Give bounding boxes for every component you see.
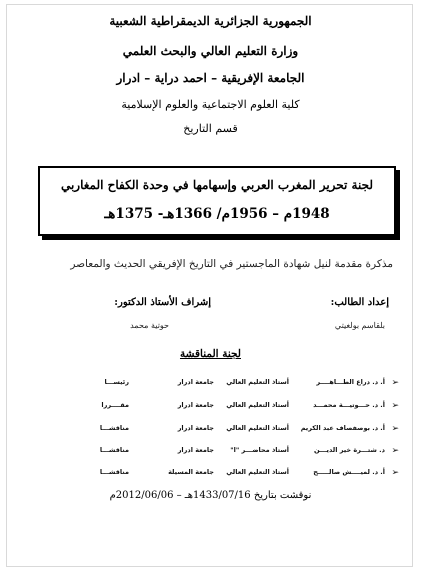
- student-name: بلقاسم بولغيتي: [334, 321, 385, 330]
- thesis-title-box: [38, 166, 396, 236]
- member-name: أ. د. لميــــش صالـــــح: [313, 468, 385, 476]
- member-name: أ. د. حـــوتيـــة محمـــد: [313, 401, 385, 409]
- arrow-bullet-icon: ➢: [391, 401, 399, 411]
- member-role: رئيســـا: [104, 378, 129, 386]
- member-university: جامعة المسيلة: [168, 468, 214, 476]
- member-university: جامعة ادرار: [177, 401, 214, 409]
- page-frame: [6, 4, 413, 567]
- committee-row: [54, 401, 399, 413]
- member-rank: أستاذ التعليم العالي: [226, 401, 289, 409]
- student-label: إعداد الطالب:: [330, 297, 389, 308]
- member-rank: أستاذ التعليم العالي: [226, 424, 289, 432]
- thesis-title: لجنة تحرير المغرب العربي وإسهامها في وحدة الكفاح المغاربي: [60, 178, 374, 192]
- member-university: جامعة ادرار: [177, 424, 214, 432]
- supervisor-name: حوتية محمد: [130, 321, 169, 330]
- member-name: د. شتـــرة خير الديـــن: [314, 446, 385, 454]
- member-role: مناقشـــا: [99, 424, 129, 432]
- thesis-period: 1948م – 1956م/ 1366هـ- 1375هـ: [104, 206, 330, 222]
- member-university: جامعة ادرار: [177, 446, 214, 454]
- faculty-heading: كلية العلوم الاجتماعية والعلوم الإسلامية: [121, 98, 300, 111]
- committee-row: [54, 378, 399, 390]
- arrow-bullet-icon: ➢: [391, 378, 399, 388]
- member-role: مناقشـــا: [99, 468, 129, 476]
- member-university: جامعة ادرار: [177, 378, 214, 386]
- member-rank: أستاذ التعليم العالي: [226, 378, 289, 386]
- arrow-bullet-icon: ➢: [391, 446, 399, 456]
- committee-row: [54, 424, 399, 436]
- committee-row: [54, 468, 399, 480]
- committee-row: [54, 446, 399, 458]
- university-heading: الجامعة الإفريقية – احمد دراية – ادرار: [116, 71, 305, 85]
- member-role: مناقشـــا: [99, 446, 129, 454]
- committee-title: لجنة المناقشة: [179, 348, 241, 360]
- supervisor-label: إشراف الأستاذ الدكتور:: [114, 297, 211, 308]
- arrow-bullet-icon: ➢: [391, 424, 399, 434]
- ministry-heading: وزارة التعليم العالي والبحث العلمي: [122, 44, 299, 58]
- republic-heading: الجمهورية الجزائرية الديمقراطية الشعبية: [109, 14, 312, 28]
- member-rank: أستاذ التعليم العالي: [226, 468, 289, 476]
- department-heading: قسم التاريخ: [183, 122, 238, 135]
- defense-date: نوقشت بتاريخ 1433/07/16هـ – 2012/06/06م: [109, 490, 312, 501]
- member-role: مقــــررا: [101, 401, 129, 409]
- memo-statement: مذكرة مقدمة لنيل شهادة الماجستير في التاريخ الإفريقي الحديث والمعاصر: [70, 258, 393, 270]
- member-rank: أستاذ محاضـــر "ا": [230, 446, 289, 454]
- member-name: أ. د. بوصفصاف عبد الكريم: [300, 424, 385, 432]
- arrow-bullet-icon: ➢: [391, 468, 399, 478]
- member-name: أ. د. دراع الطـــاهــــر: [316, 378, 385, 386]
